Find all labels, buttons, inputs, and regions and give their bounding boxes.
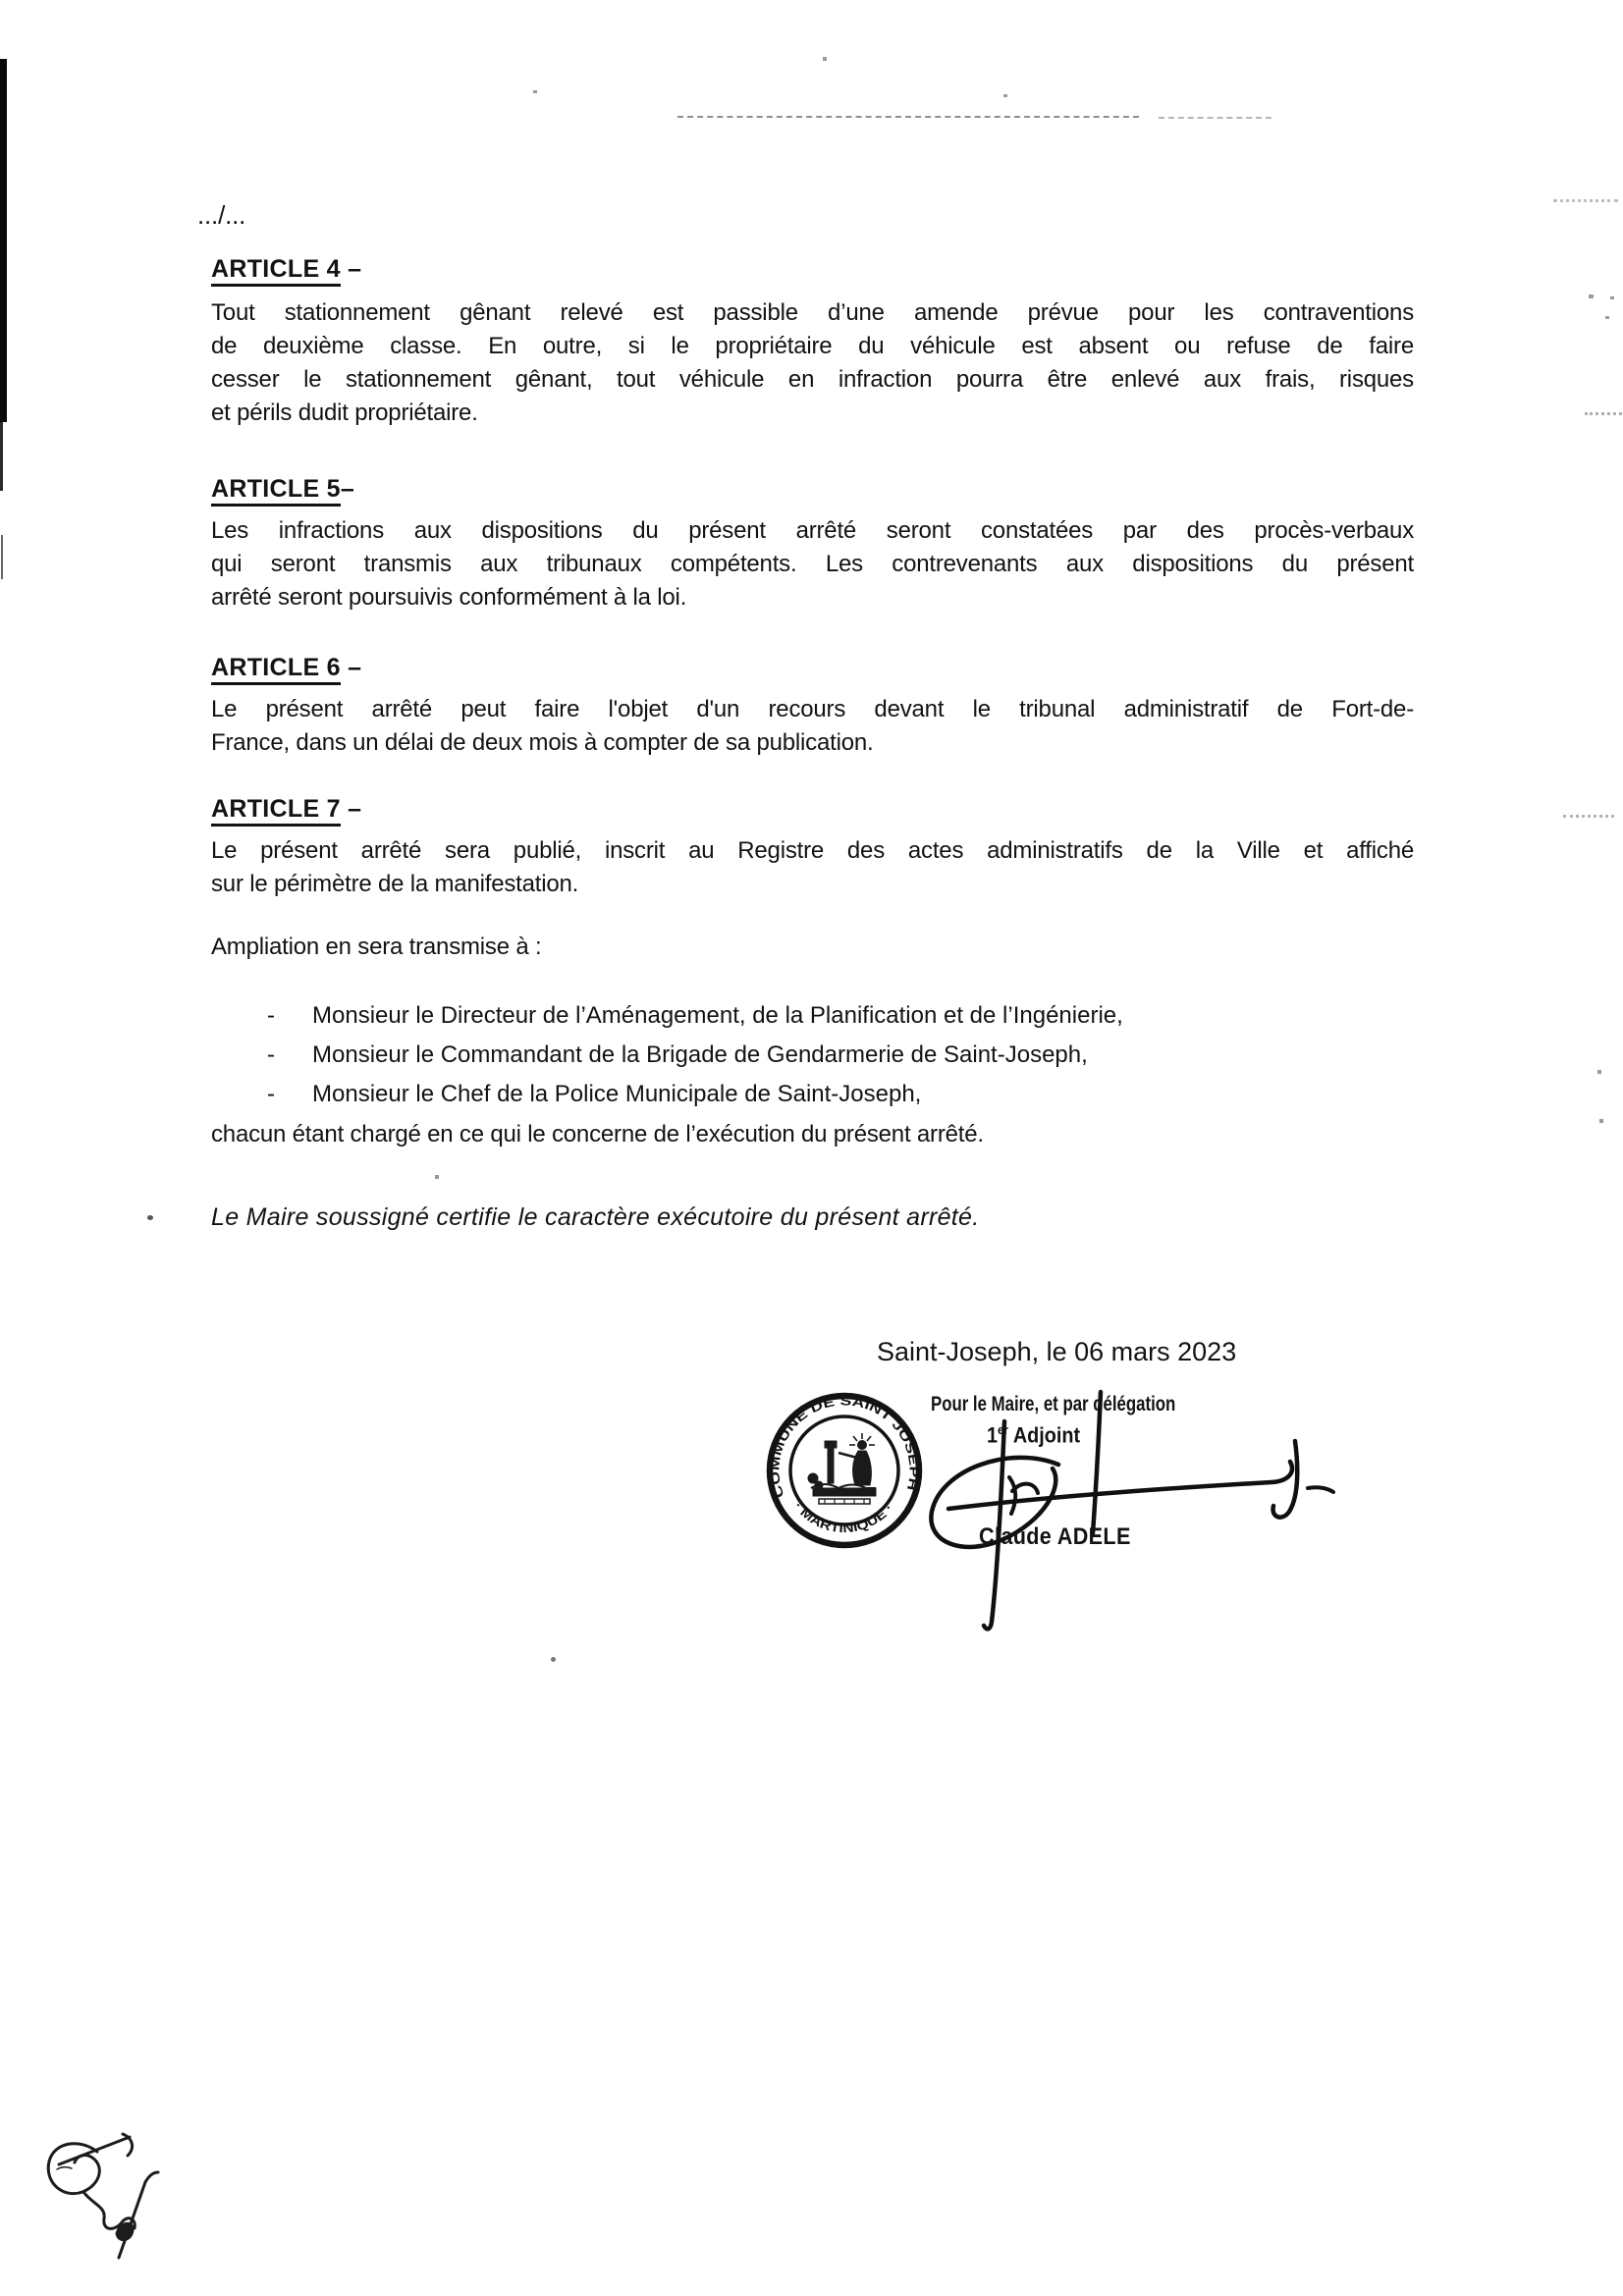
recipient-text: Monsieur le Chef de la Police Municipale de Saint-Joseph, — [312, 1081, 922, 1107]
scan-edge-bar-thin — [0, 422, 3, 491]
paragraph-line: Le présent arrêté peut faire l'objet d'un recours devant le tribunal administratif de Fort-de- — [211, 696, 1414, 722]
signature-scribble — [903, 1374, 1365, 1659]
article-6-heading — [211, 654, 361, 682]
ampliation-intro: Ampliation en sera transmise à : — [211, 934, 542, 960]
scan-speck — [147, 1215, 153, 1220]
article-7-paragraph — [211, 834, 1414, 901]
article-4-heading-text: ARTICLE 4 — [211, 255, 341, 287]
initials-scribble — [15, 2110, 182, 2282]
scan-speck — [551, 1657, 556, 1662]
scan-speck — [1605, 316, 1609, 319]
article-7-heading — [211, 795, 361, 824]
scan-speck — [823, 57, 827, 61]
scan-speck — [1599, 1119, 1603, 1123]
list-dash: - — [267, 1081, 275, 1107]
adjoint-ordinal: er — [998, 1422, 1009, 1437]
paragraph-line: de deuxième classe. En outre, si le propriétaire du véhicule est absent ou refuse de faire — [211, 333, 1414, 359]
scan-dotted-mark — [1585, 412, 1622, 415]
article-6-paragraph — [211, 693, 1414, 760]
stamp-top-text: COMMUNE DE SAINT JOSEPH — [767, 1393, 922, 1500]
article-6-heading-dash: – — [340, 654, 362, 681]
article-5-heading-text: ARTICLE 5 — [211, 475, 341, 507]
recipient-text: Monsieur le Commandant de la Brigade de Gendarmerie de Saint-Joseph, — [312, 1041, 1088, 1068]
delegation-line: Pour le Maire, et par délégation — [931, 1393, 1176, 1415]
paragraph-line: arrêté seront poursuivis conformément à la loi. — [211, 584, 687, 611]
paragraph-line: cesser le stationnement gênant, tout véhicule en infraction pourra être enlevé aux frais, risques — [211, 366, 1414, 393]
scan-speck — [1003, 94, 1007, 97]
certification-statement: Le Maire soussigné certifie le caractère exécutoire du présent arrêté. — [211, 1203, 980, 1231]
continuation-marker: .../... — [197, 200, 246, 230]
paragraph-line: France, dans un délai de deux mois à compter de sa publication. — [211, 729, 874, 756]
article-5-heading — [211, 475, 354, 504]
paragraph-line: Les infractions aux dispositions du présent arrêté seront constatées par des procès-verbaux — [211, 517, 1414, 544]
article-4-heading-dash: – — [340, 255, 362, 283]
scan-dashed-line — [677, 116, 1139, 118]
article-7-heading-text: ARTICLE 7 — [211, 795, 341, 827]
article-5-paragraph — [211, 514, 1414, 614]
place-date: Saint-Joseph, le 06 mars 2023 — [877, 1337, 1237, 1366]
article-5-heading-dash: – — [340, 475, 355, 503]
scan-speck — [533, 90, 537, 93]
article-7-heading-dash: – — [340, 795, 362, 823]
scan-edge-mark — [1, 535, 3, 579]
paragraph-line: sur le périmètre de la manifestation. — [211, 871, 579, 897]
scan-speck — [1589, 294, 1594, 298]
adjoint-number: 1 — [987, 1422, 999, 1448]
scan-dashed-line-2 — [1159, 117, 1271, 119]
scan-edge-bar — [0, 59, 7, 422]
paragraph-line: Tout stationnement gênant relevé est passible d’une amende prévue pour les contraventions — [211, 299, 1414, 326]
paragraph-line: Le présent arrêté sera publié, inscrit au Registre des actes administratifs de la Ville et affiché — [211, 837, 1414, 864]
scan-speck — [435, 1175, 439, 1179]
signer-name: Claude ADELE — [979, 1523, 1131, 1550]
adjoint-rest: Adjoint — [1008, 1422, 1081, 1448]
recipient-text: Monsieur le Directeur de l’Aménagement, de la Planification et de l’Ingénierie, — [312, 1002, 1123, 1029]
paragraph-line: qui seront transmis aux tribunaux compétents. Les contrevenants aux dispositions du présent — [211, 551, 1414, 577]
stamp-bottom-text: · MARTINIQUE · — [790, 1498, 895, 1536]
scan-speck — [1597, 1070, 1601, 1074]
scan-dotted-mark — [1563, 815, 1614, 818]
paragraph-line: et périls dudit propriétaire. — [211, 400, 478, 426]
recipient-item — [267, 1078, 921, 1111]
article-6-heading-text: ARTICLE 6 — [211, 654, 341, 685]
list-dash: - — [267, 1041, 275, 1068]
scan-speck — [1610, 296, 1614, 299]
ampliation-closing: chacun étant chargé en ce qui le concerne de l’exécution du présent arrêté. — [211, 1121, 984, 1148]
recipient-item — [267, 999, 1123, 1033]
stamp-emblem — [808, 1433, 876, 1504]
article-4-heading — [211, 255, 361, 284]
list-dash: - — [267, 1002, 275, 1029]
scan-dotted-mark — [1553, 199, 1618, 202]
recipient-item — [267, 1039, 1088, 1072]
article-4-paragraph — [211, 296, 1414, 430]
